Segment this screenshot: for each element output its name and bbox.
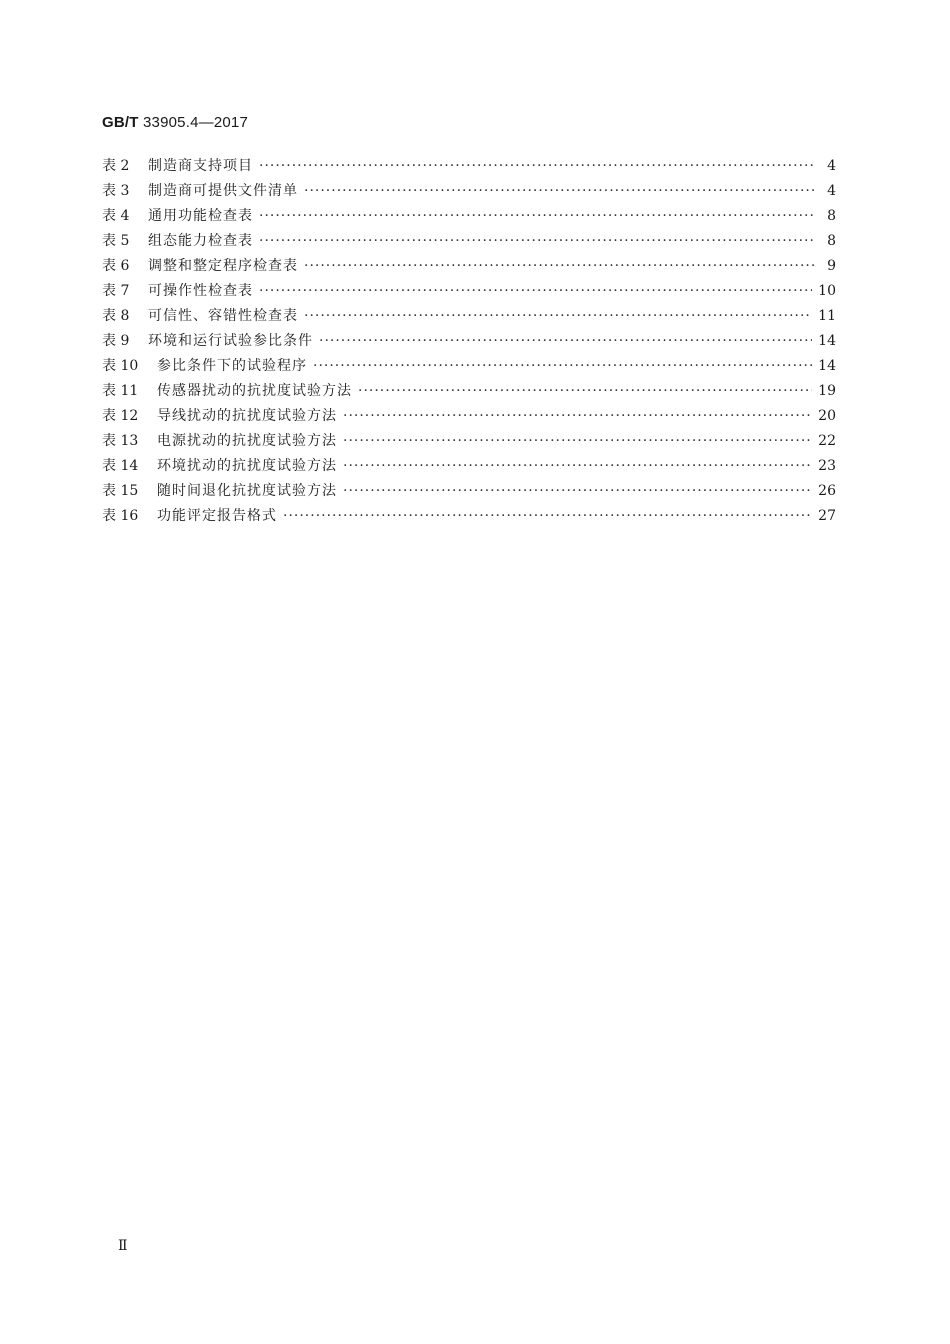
toc-entry-page: 26: [818, 483, 836, 499]
toc-entry-number: 表 16: [102, 508, 139, 524]
toc-leader-dots: [259, 158, 814, 174]
page-number: Ⅱ: [118, 1238, 128, 1254]
toc-entry-title: 参比条件下的试验程序: [157, 358, 307, 374]
toc-entry-page: 4: [827, 183, 836, 199]
toc-entry[interactable]: [102, 205, 836, 230]
document-header: [102, 114, 248, 131]
toc-entry-number: 表 5: [102, 233, 130, 249]
toc-entry-number: 表 13: [102, 433, 139, 449]
toc-entry[interactable]: [102, 330, 836, 355]
toc-leader-dots: [283, 508, 812, 524]
toc-entry[interactable]: [102, 480, 836, 505]
toc-entry[interactable]: [102, 305, 836, 330]
toc-entry-number: 表 7: [102, 283, 130, 299]
toc-entry-title: 通用功能检查表: [148, 208, 253, 224]
toc-entry-title: 随时间退化抗扰度试验方法: [157, 483, 337, 499]
toc-entry-page: 8: [827, 233, 836, 249]
standard-number: 33905.4—2017: [143, 114, 249, 131]
toc-entry-number: 表 12: [102, 408, 139, 424]
toc-entry-page: 14: [818, 358, 836, 374]
toc-leader-dots: [304, 308, 812, 324]
toc-entry-page: 9: [827, 258, 836, 274]
toc-entry[interactable]: [102, 455, 836, 480]
toc-entry-number: 表 6: [102, 258, 130, 274]
toc-entry-number: 表 15: [102, 483, 139, 499]
toc-leader-dots: [313, 358, 812, 374]
toc-entry-page: 22: [818, 433, 836, 449]
toc-leader-dots: [343, 458, 812, 474]
toc-entry-number: 表 2: [102, 158, 130, 174]
toc-leader-dots: [259, 233, 814, 249]
toc-entry-page: 27: [818, 508, 836, 524]
toc-entry-title: 环境和运行试验参比条件: [148, 333, 313, 349]
toc-entry-title: 功能评定报告格式: [157, 508, 277, 524]
toc-entry[interactable]: [102, 380, 836, 405]
toc-entry[interactable]: [102, 280, 836, 305]
toc-entry-title: 组态能力检查表: [148, 233, 253, 249]
toc-entry-number: 表 9: [102, 333, 130, 349]
toc-entry-title: 电源扰动的抗扰度试验方法: [157, 433, 337, 449]
toc-entry-page: 23: [818, 458, 836, 474]
toc-leader-dots: [343, 408, 812, 424]
toc-leader-dots: [259, 208, 814, 224]
toc-leader-dots: [358, 383, 812, 399]
toc-entry-page: 20: [818, 408, 836, 424]
toc-entry[interactable]: [102, 355, 836, 380]
standard-code: GB/T: [102, 114, 139, 131]
toc-entry-number: 表 3: [102, 183, 130, 199]
toc-leader-dots: [304, 183, 814, 199]
toc-entry-title: 可操作性检查表: [148, 283, 253, 299]
toc-entry-title: 环境扰动的抗扰度试验方法: [157, 458, 337, 474]
toc-entry-number: 表 4: [102, 208, 130, 224]
toc-entry-page: 10: [818, 283, 836, 299]
toc-entry-title: 导线扰动的抗扰度试验方法: [157, 408, 337, 424]
toc-entry-page: 14: [818, 333, 836, 349]
toc-entry-title: 调整和整定程序检查表: [148, 258, 298, 274]
toc-entry-number: 表 8: [102, 308, 130, 324]
toc-entry[interactable]: [102, 405, 836, 430]
toc-leader-dots: [343, 433, 812, 449]
toc-entry-number: 表 11: [102, 383, 139, 399]
toc-entry-number: 表 10: [102, 358, 139, 374]
toc-leader-dots: [304, 258, 814, 274]
toc-leader-dots: [343, 483, 812, 499]
toc-entry-title: 传感器扰动的抗扰度试验方法: [157, 383, 352, 399]
toc-entry[interactable]: [102, 255, 836, 280]
toc-entry[interactable]: [102, 155, 836, 180]
toc-entry-page: 11: [818, 308, 836, 324]
toc-entry-title: 制造商支持项目: [148, 158, 253, 174]
toc-leader-dots: [259, 283, 812, 299]
toc-entry[interactable]: [102, 430, 836, 455]
toc-entry[interactable]: [102, 505, 836, 530]
toc-entry-title: 可信性、容错性检查表: [148, 308, 298, 324]
toc-entry-page: 4: [827, 158, 836, 174]
toc-entry-number: 表 14: [102, 458, 139, 474]
toc-entry-title: 制造商可提供文件清单: [148, 183, 298, 199]
toc-entry[interactable]: [102, 180, 836, 205]
table-of-contents: [102, 155, 836, 530]
toc-entry[interactable]: [102, 230, 836, 255]
toc-entry-page: 8: [827, 208, 836, 224]
toc-entry-page: 19: [818, 383, 836, 399]
toc-leader-dots: [319, 333, 812, 349]
